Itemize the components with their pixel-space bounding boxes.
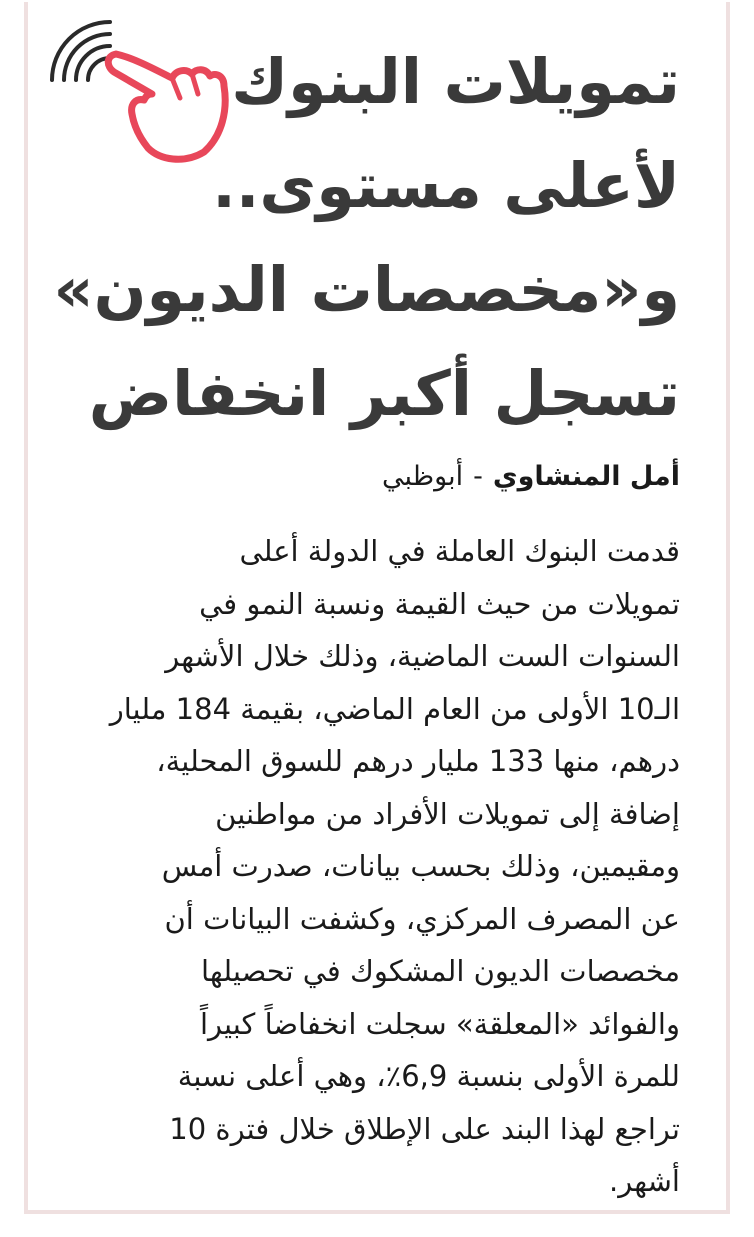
body-line: تمويلات من حيث القيمة ونسبة النمو في — [199, 586, 680, 621]
body-line: ومقيمين، وذلك بحسب بيانات، صدرت أمس — [161, 849, 680, 883]
headline-line: و«مخصصات الديون» — [53, 253, 680, 326]
headline — [53, 30, 680, 446]
author-name: أمل المنشاوي — [492, 461, 680, 492]
dateline-location: أبوظبي — [382, 461, 464, 492]
headline-line: لأعلى مستوى.. — [212, 149, 680, 222]
body-line: عن المصرف المركزي، وكشفت البيانات أن — [164, 901, 680, 936]
body-line: للمرة الأولى بنسبة 6,9٪، وهي أعلى نسبة — [177, 1059, 680, 1093]
body-line: السنوات الست الماضية، وذلك خلال الأشهر — [165, 639, 680, 673]
body-line: إضافة إلى تمويلات الأفراد من مواطنين — [215, 796, 680, 831]
byline-separator: - — [473, 461, 483, 492]
body-line: الـ10 الأولى من العام الماضي، بقيمة 184 مليار — [109, 691, 680, 726]
body-line: درهم، منها 133 مليار درهم للسوق المحلية، — [156, 744, 680, 778]
body-line: أشهر. — [609, 1164, 680, 1198]
headline-line: تسجل أكبر انخفاض — [88, 357, 680, 430]
byline — [382, 455, 680, 499]
body-line: قدمت البنوك العاملة في الدولة أعلى — [239, 534, 680, 568]
headline-line: تمويلات البنوك — [231, 45, 680, 118]
body-line: والفوائد «المعلقة» سجلت انخفاضاً كبيراً — [199, 1006, 680, 1041]
body-line: تراجع لهذا البند على الإطلاق خلال فترة 10 — [169, 1111, 680, 1146]
article-body — [70, 525, 680, 1208]
body-line: مخصصات الديون المشكوك في تحصيلها — [201, 954, 680, 988]
